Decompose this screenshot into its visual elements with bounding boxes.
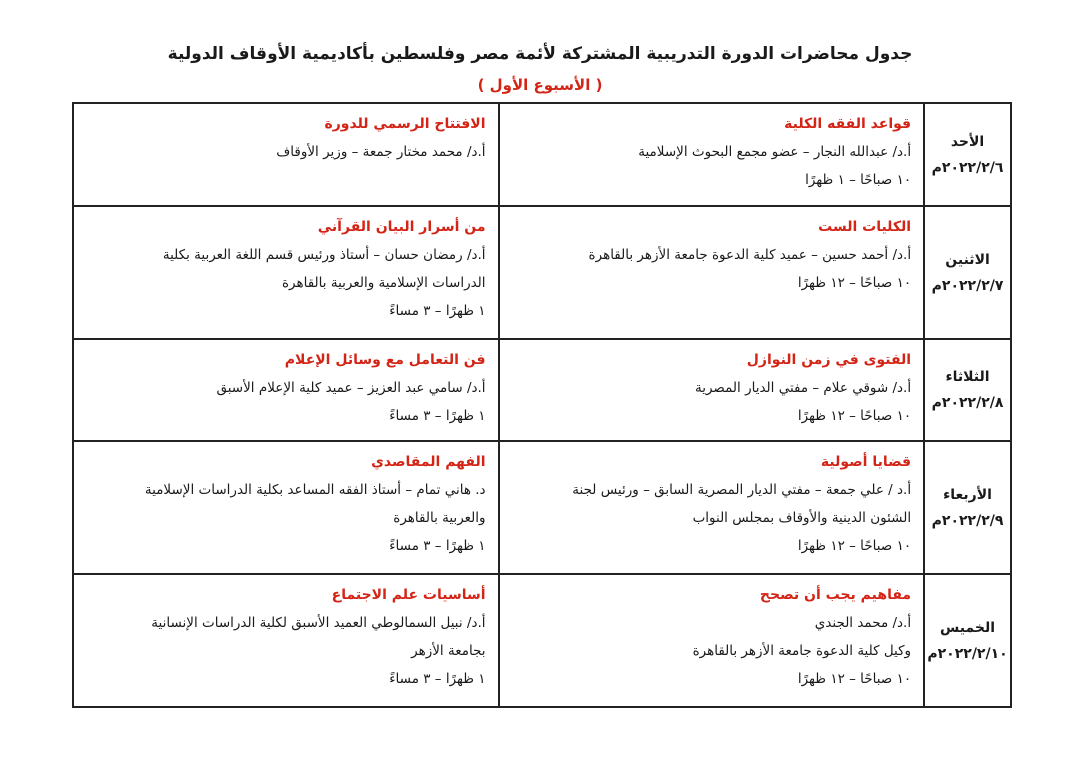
day-date: ٢٠٢٢/٢/٩م bbox=[931, 512, 1004, 529]
day-name: الاثنين bbox=[945, 251, 990, 268]
lecture-title: مفاهيم يجب أن تصحح bbox=[759, 587, 912, 603]
lecturer-info: أ.د/ رمضان حسان – أستاذ ورئيس قسم اللغة العربية بكلية bbox=[162, 247, 486, 263]
lecturer-info: أ.د/ محمد الجندي bbox=[814, 615, 912, 631]
lecture-time: ١٠ صباحًا – ١٢ ظهرًا bbox=[797, 275, 912, 291]
lecture-cell bbox=[499, 574, 925, 707]
week-subtitle: ( الأسبوع الأول ) bbox=[477, 76, 603, 94]
lecture-cell bbox=[73, 441, 499, 574]
day-name: الأربعاء bbox=[943, 486, 992, 503]
table-row bbox=[73, 574, 1011, 707]
lecturer-info: الشئون الدينية والأوقاف بمجلس النواب bbox=[692, 510, 912, 526]
lecture-title: الفتوى في زمن النوازل bbox=[746, 352, 912, 368]
table-row bbox=[73, 103, 1011, 206]
lecture-title: الافتتاح الرسمي للدورة bbox=[324, 116, 486, 132]
lecture-time: ١ ظهرًا – ٣ مساءً bbox=[389, 538, 486, 554]
schedule-table bbox=[72, 102, 1012, 708]
lecture-time: ١٠ صباحًا – ١٢ ظهرًا bbox=[797, 538, 912, 554]
lecture-title: من أسرار البيان القرآني bbox=[317, 219, 486, 235]
lecture-title: قواعد الفقه الكلية bbox=[784, 116, 912, 132]
lecture-title: الكليات الست bbox=[818, 219, 912, 235]
table-row bbox=[73, 441, 1011, 574]
day-name: الثلاثاء bbox=[945, 369, 990, 385]
day-date: ٢٠٢٢/٢/١٠م bbox=[927, 645, 1008, 662]
lecture-time: ١٠ صباحًا – ١ ظهرًا bbox=[805, 172, 912, 188]
day-name: الخميس bbox=[940, 619, 996, 636]
day-date: ٢٠٢٢/٢/٦م bbox=[931, 159, 1004, 176]
day-cell bbox=[924, 206, 1011, 339]
lecturer-info: وكيل كلية الدعوة جامعة الأزهر بالقاهرة bbox=[692, 643, 912, 659]
lecture-title: الفهم المقاصدي bbox=[371, 454, 486, 470]
lecture-title: أساسيات علم الاجتماع bbox=[331, 587, 486, 603]
lecturer-info: أ.د / علي جمعة – مفتي الديار المصرية السابق – ورئيس لجنة bbox=[572, 482, 912, 498]
lecture-time: ١٠ صباحًا – ١٢ ظهرًا bbox=[797, 671, 912, 687]
day-name: الأحد bbox=[950, 133, 985, 150]
lecturer-info: أ.د/ سامي عبد العزيز – عميد كلية الإعلام الأسبق bbox=[216, 380, 486, 396]
lecture-title: قضايا أصولية bbox=[820, 454, 912, 470]
lecturer-info: بجامعة الأزهر bbox=[411, 643, 486, 659]
lecture-time: ١ ظهرًا – ٣ مساءً bbox=[389, 671, 486, 687]
lecturer-info: أ.د/ نبيل السمالوطي العميد الأسبق لكلية الدراسات الإنسانية bbox=[151, 615, 486, 631]
day-date: ٢٠٢٢/٢/٧م bbox=[931, 277, 1004, 294]
table-row bbox=[73, 206, 1011, 339]
day-cell bbox=[924, 441, 1011, 574]
lecture-cell bbox=[73, 339, 499, 441]
lecturer-info: والعربية بالقاهرة bbox=[393, 510, 486, 526]
lecture-cell bbox=[499, 339, 925, 441]
day-cell bbox=[924, 103, 1011, 206]
lecturer-info: أ.د/ محمد مختار جمعة – وزير الأوقاف bbox=[276, 144, 486, 160]
lecture-cell bbox=[499, 441, 925, 574]
lecturer-info: أ.د/ شوقي علام – مفتي الديار المصرية bbox=[694, 380, 912, 396]
lecture-cell bbox=[499, 103, 925, 206]
lecture-cell bbox=[73, 103, 499, 206]
lecturer-info: أ.د/ أحمد حسين – عميد كلية الدعوة جامعة الأزهر بالقاهرة bbox=[588, 247, 912, 263]
day-cell bbox=[924, 574, 1011, 707]
lecturer-info: د. هاني تمام – أستاذ الفقه المساعد بكلية الدراسات الإسلامية bbox=[144, 482, 486, 498]
lecture-time: ١ ظهرًا – ٣ مساءً bbox=[389, 303, 486, 319]
lecturer-info: الدراسات الإسلامية والعربية بالقاهرة bbox=[281, 275, 486, 291]
lecture-cell bbox=[499, 206, 925, 339]
lecture-time: ١ ظهرًا – ٣ مساءً bbox=[389, 408, 486, 424]
lecturer-info: أ.د/ عبدالله النجار – عضو مجمع البحوث الإسلامية bbox=[638, 144, 912, 160]
day-cell bbox=[924, 339, 1011, 441]
lecture-cell bbox=[73, 206, 499, 339]
page-title: جدول محاضرات الدورة التدريبية المشتركة لأئمة مصر وفلسطين بأكاديمية الأوقاف الدولية bbox=[167, 44, 913, 64]
table-row bbox=[73, 339, 1011, 441]
lecture-time: ١٠ صباحًا – ١٢ ظهرًا bbox=[797, 408, 912, 424]
lecture-title: فن التعامل مع وسائل الإعلام bbox=[284, 352, 486, 368]
day-date: ٢٠٢٢/٢/٨م bbox=[931, 395, 1004, 411]
lecture-cell bbox=[73, 574, 499, 707]
